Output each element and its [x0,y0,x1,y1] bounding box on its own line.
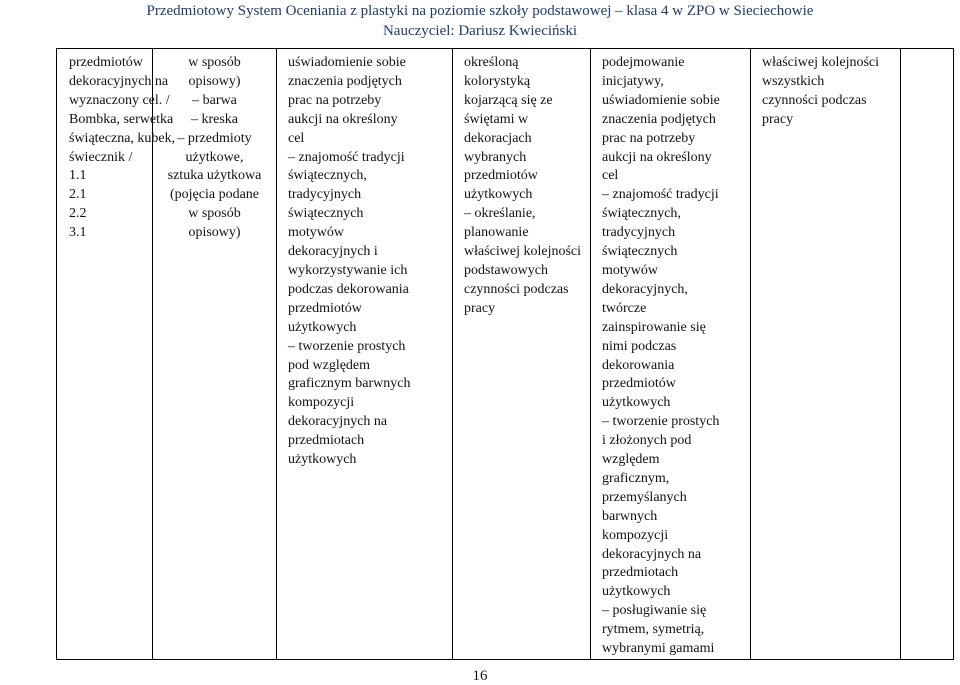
cell-text-line: kojarzącą się ze [464,92,553,108]
cell-text-line: przedmiotów [602,376,676,392]
cell-lines [459,54,584,319]
cell-text-line: dekoracyjnych na [69,73,169,89]
cell-text-line: uświadomienie sobie [288,55,406,70]
cell-text-line: Bombka, serwetka [69,111,174,127]
cell-text-line: – tworzenie prostych [288,338,406,354]
cell-text-line: cel [602,168,619,184]
cell-text-line: dekoracyjnych i [288,244,378,260]
cell-text-line: wykorzystywanie ich [288,262,408,278]
cell-text-line: tradycyjnych [602,225,676,241]
cell-text-line: rytmem, symetrią, [602,622,705,638]
cell-text-line: inicjatywy, [602,73,664,89]
cell-text-line: świecznik / [69,149,133,165]
cell-text-line: sztuka użytkowa [167,168,262,184]
cell-text-line: – barwa [192,92,237,108]
cell-text-line: – posługiwanie się [602,603,707,619]
cell-text-line: względem [602,452,660,468]
cell-text-line: świątecznych, [602,206,681,222]
cell-text-line: czynności podczas [464,281,569,297]
cell-text-line: opisowy) [188,225,241,241]
cell-text-line: – znajomość tradycji [288,149,405,165]
cell-text-line: użytkowych [464,187,533,203]
cell-text-line: przedmiotów [288,300,362,316]
cell-text-line: świątecznych, [288,168,367,184]
cell-text-line: uświadomienie sobie [602,92,720,108]
cell-lines [283,54,446,470]
cell-text-line: znaczenia podjętych [288,73,402,89]
cell-text-line: świątecznych [602,244,678,260]
cell-grade-order [751,49,901,660]
cell-text-line: znaczenia podjętych [602,111,716,127]
assessment-table [56,48,954,660]
cell-text-line: świątecznych [288,206,364,222]
cell-text-line: w sposób [188,206,241,222]
cell-text-line: kompozycji [288,395,355,411]
cell-text-line: barwnych [602,508,658,524]
cell-text-line: opisowy) [188,73,241,89]
cell-text-line: dekoracyjnych na [288,414,388,430]
cell-grade-verygood [591,49,751,660]
cell-text-line: graficznym barwnych [288,376,411,392]
cell-text-line: pod względem [288,357,371,373]
cell-text-line: przedmiotów [69,55,143,70]
cell-text-line: użytkowych [288,452,357,468]
cell-text-line: świąteczna, kubek, [69,130,176,146]
cell-text-line: – przedmioty [177,130,252,146]
cell-text-line: użytkowe, [185,149,244,165]
cell-text-line: – określanie, [464,206,536,222]
cell-text-line: 2.1 [69,187,87,203]
cell-text-line: 3.1 [69,225,87,241]
cell-text-line: użytkowych [602,395,671,411]
cell-text-line: i złożonych pod [602,433,692,449]
cell-text-line: 2.2 [69,206,87,222]
cell-text-line: podczas dekorowania [288,281,409,297]
cell-text-line: dekoracyjnych, [602,281,688,297]
cell-text-line: podstawowych [464,262,548,278]
cell-text-line: aukcji na określony [288,111,398,127]
cell-text-line: wybranych [464,149,527,165]
cell-lines [757,54,894,130]
cell-empty [901,49,954,660]
cell-text-line: (pojęcia podane [169,187,259,203]
cell-text-line: – tworzenie prostych [602,414,720,430]
cell-text-line: cel [288,130,305,146]
cell-text-line: dekoracyjnych na [602,546,702,562]
cell-text-line: użytkowych [288,319,357,335]
cell-text-line: wybranymi gamami [602,641,715,657]
cell-text-line: właściwej kolejności [464,244,582,260]
cell-grade-good [277,49,453,660]
cell-text-line: graficznym, [602,470,670,486]
cell-text-line: motywów [602,262,658,278]
cell-text-line: świętami w [464,111,529,127]
cell-text-line: przedmiotach [288,433,365,449]
cell-text-line: – kreska [190,111,239,127]
cell-lines [63,54,176,243]
cell-text-line: kolorystyką [464,73,531,89]
table-row [57,49,954,660]
cell-text-line: aukcji na określony [602,149,712,165]
cell-text-line: motywów [288,225,344,241]
cell-text-line: pracy [762,111,794,127]
cell-lines [159,54,270,243]
header-title: Przedmiotowy System Oceniania z plastyki na poziomie szkoły podstawowej – klasa 4 w ZPO w Sieciechowie [146,3,814,19]
cell-text-line: planowanie [464,225,529,241]
cell-text-line: przemyślanych [602,489,687,505]
cell-text-line: czynności podczas [762,92,867,108]
cell-text-line: tradycyjnych [288,187,362,203]
document-header [0,0,960,41]
cell-text-line: kompozycji [602,527,669,543]
cell-text-line: dekorowania [602,357,675,373]
cell-text-line: prac na potrzeby [602,130,696,146]
cell-text-line: właściwej kolejności [762,55,880,70]
cell-text-line: pracy [464,300,496,316]
cell-text-line: określoną [464,55,519,70]
cell-text-line: zainspirowanie się [602,319,706,335]
cell-text-line: prac na potrzeby [288,92,382,108]
cell-text-line: podejmowanie [602,55,685,70]
cell-lines [597,54,744,659]
cell-text-line: 1.1 [69,168,87,184]
cell-text-line: twórcze [602,300,647,316]
cell-text-line: nimi podczas [602,338,677,354]
cell-text-line: wszystkich [762,73,825,89]
cell-text-line: przedmiotów [464,168,538,184]
cell-topic [57,49,176,660]
header-teacher: Nauczyciel: Dariusz Kwieciński [382,23,578,39]
cell-text-line: w sposób [188,55,241,70]
cell-text-line: dekoracjach [464,130,532,146]
cell-text-line: – znajomość tradycji [602,187,719,203]
cell-grade-colour [453,49,591,660]
page-number: 16 [472,668,488,684]
cell-text-line: przedmiotach [602,565,679,581]
cell-text-line: użytkowych [602,584,671,600]
cell-text-line: wyznaczony cel. / [69,92,170,108]
